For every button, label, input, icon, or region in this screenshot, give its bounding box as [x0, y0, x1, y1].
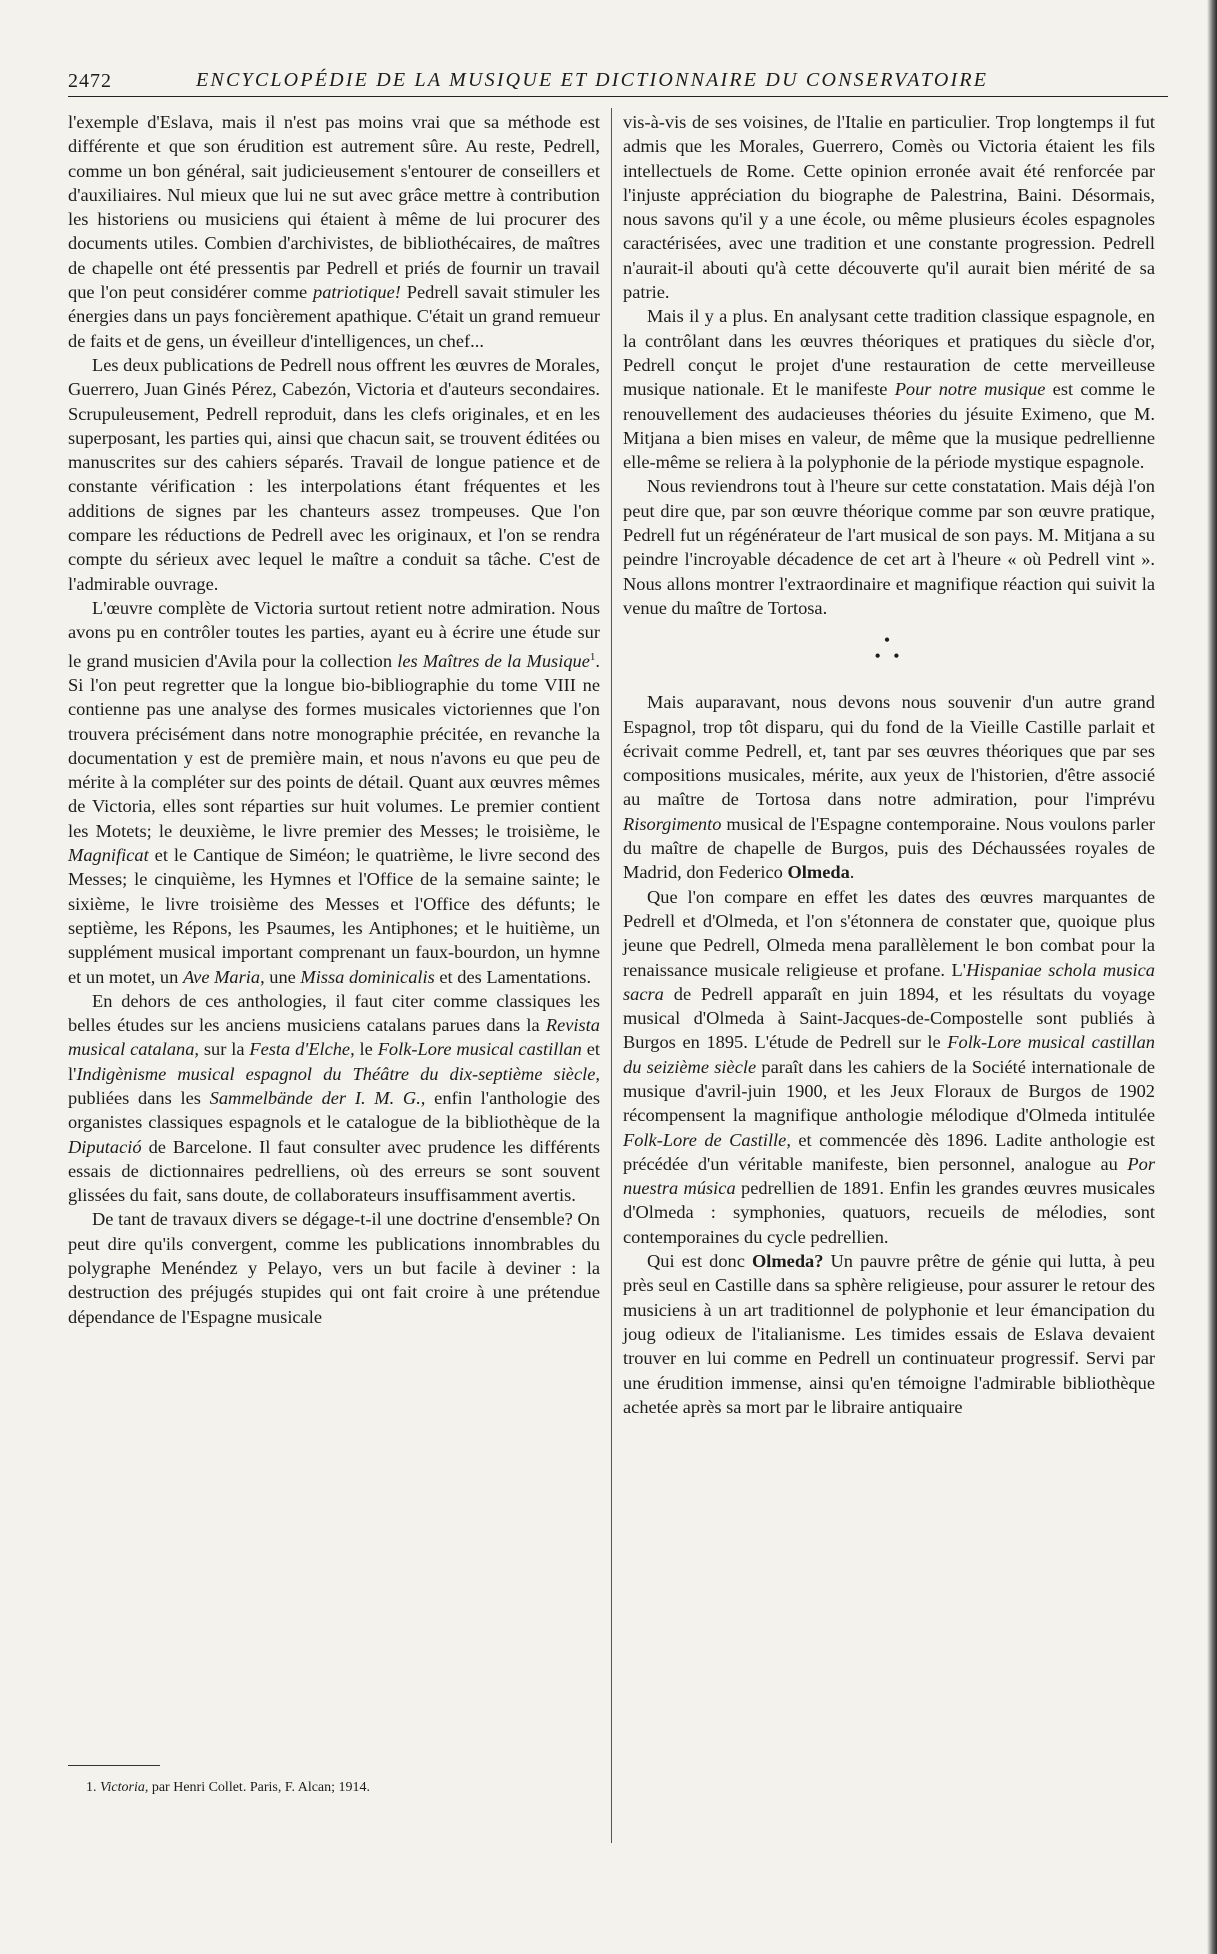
page-number: 2472	[68, 70, 112, 92]
footnote-marker: 1	[589, 650, 596, 663]
page-header	[68, 66, 1168, 97]
paragraph: Mais auparavant, nous devons nous souvenir d'un autre grand Espagnol, trop tôt disparu, qui du fond de la Vieille Castille parlait et écrivait comme Pedrell, et, tant par ses œuvres théoriques que par ses compositions musicales, mérite, aux yeux de l'historien, d'être associé au maître de Tortosa dans notre admiration, pour l'imprévu Risorgimento musical de l'Espagne contemporaine. Nous voulons parler du maître de chapelle de Burgos, puis des Déchaussées royales de Madrid, don Federico Olmeda.	[623, 692, 1155, 883]
paragraph: vis-à-vis de ses voisines, de l'Italie en particulier. Trop longtemps il fut admis que les Morales, Guerrero, Comès ou Victoria étaient les fils intellectuels de Rome. Cette opinion erronée avait été renforcée par l'injuste appréciation du biographe de Palestrina, Baini. Désormais, nous savons qu'il y a une école, ou même plusieurs écoles espagnoles caractérisées, avec une tradition et une constante progression. Pedrell n'aurait-il abouti qu'à cette découverte qu'il aurait bien mérité de sa patrie.	[623, 112, 1155, 303]
section-separator: • • •	[874, 630, 904, 667]
paragraph: Qui est donc Olmeda? Un pauvre prêtre de génie qui lutta, à peu près seul en Castille dans sa sphère religieuse, pour assurer le retour des musiciens à un art traditionnel de polyphonie et leur émancipation du joug odieux de l'italianisme. Les timides essais de Eslava devaient trouver en lui comme en Pedrell un continuateur progressif. Servi par une érudition immense, ainsi qu'en témoigne l'admirable bibliothèque achetée après sa mort par le libraire antiquaire	[623, 1251, 1156, 1417]
paragraph: l'exemple d'Eslava, mais il n'est pas moins vrai que sa méthode est différente et que son érudition est autrement sûre. Au reste, Pedrell, comme un bon général, sait judicieusement s'entourer de conseillers et d'auxiliaires. Nul mieux que lui ne sut avec grâce mettre à contribution les historiens ou musiciens qui étaient à même de lui procurer des documents utiles. Combien d'archivistes, de bibliothécaires, de maîtres de chapelle ont été pressentis par Pedrell et priés de fournir un travail que l'on peut considérer comme patriotique! Pedrell savait stimuler les énergies dans un pays foncièrement apathique. C'était un grand remueur de faits et de gens, un éveilleur d'intelligences, un chef...	[68, 112, 600, 351]
column-divider	[611, 108, 612, 1843]
running-title: ENCYCLOPÉDIE DE LA MUSIQUE ET DICTIONNAIRE DU CONSERVATOIRE	[196, 69, 989, 91]
footnote: 1. Victoria, par Henri Collet. Paris, F. Alcan; 1914.	[86, 1780, 371, 1795]
paragraph: Nous reviendrons tout à l'heure sur cette constatation. Mais déjà l'on peut dire que, par son œuvre théorique comme par son œuvre pratique, Pedrell fut un régénérateur de l'art musical de son pays. M. Mitjana a su peindre l'incroyable décadence de cet art à l'heure « où Pedrell vint ». Nous allons montrer l'extraordinaire et magnifique réaction qui suivit la venue du maître de Tortosa.	[623, 476, 1155, 618]
paragraph: De tant de travaux divers se dégage-t-il une doctrine d'ensemble? On peut dire qu'ils convergent, comme les publications innombrables du polygraphe Menéndez y Pelayo, vers un but facile à deviner : la destruction des préjugés stupides qui ont fait croire à une prétendue dépendance de l'Espagne musicale	[68, 1209, 600, 1327]
paragraph: L'œuvre complète de Victoria surtout retient notre admiration. Nous avons pu en contrôler toutes les parties, ayant eu à écrire une étude sur le grand musicien d'Avila pour la collection les Maîtres de la Musique$^1$. Si l'on peut regretter que la longue bio-bibliographie du tome VIII ne contienne pas une analyse des formes musicales victoriennes que l'on trouvera précisément dans notre monographie précitée, en revanche la documentation y est de première main, et nous n'avons eu que peu de mérite à la compléter sur des points de détail. Quant aux œuvres mêmes de Victoria, elles sont réparties sur huit volumes. Le premier contient les Motets; le deuxième, le livre premier des Messes; le troisième, le Magnificat et le Cantique de Siméon; le quatrième, le livre second des Messes; le cinquième, les Hymnes et l'Office de la semaine sainte; le sixième, le livre troisième des Messes et l'Office des défunts; le septième, les Répons, les Psaumes, les Antiphones; et le huitième, un supplément musical important comprenant un faux-bourdon, un hymne et un motet, un Ave Maria, une Missa dominicalis et des Lamentations.	[68, 597, 600, 987]
paragraph: Que l'on compare en effet les dates des œuvres marquantes de Pedrell et d'Olmeda, et l'on s'étonnera de constater que, quoique plus jeune que Pedrell, Olmeda mena parallèlement le bon combat pour la renaissance musicale religieuse et profane. L'Hispaniae schola musica sacra de Pedrell apparaît en juin 1894, et les résultats du voyage musical d'Olmeda à Saint-Jacques-de-Compostelle sont publiés à Burgos en 1895. L'étude de Pedrell sur le Folk-Lore musical castillan du seizième siècle paraît dans les cahiers de la Société internationale de musique d'avril-juin 1900, et les Jeux Floraux de Burgos de 1902 récompensent la magnifique anthologie mélodique d'Olmeda intitulée Folk-Lore de Castille, et commencée dès 1896. Ladite anthologie est précédée d'un véritable manifeste, bien personnel, analogue au Por nuestra música pedrellien de 1891. Enfin les grandes œuvres musicales d'Olmeda : symphonies, quatuors, recueils de mélodies, sont contemporaines du cycle pedrellien.	[623, 886, 1155, 1247]
right-column	[623, 110, 1155, 1419]
footnote-rule	[68, 1765, 160, 1766]
left-column	[68, 110, 600, 1329]
paragraph: Les deux publications de Pedrell nous offrent les œuvres de Morales, Guerrero, Juan Ginés Pérez, Cabezón, Victoria et d'auteurs secondaires. Scrupuleusement, Pedrell reproduit, dans les clefs originales, et en les superposant, les parties qui, ainsi que chacun sait, se trouvent éditées ou manuscrites sur des cahiers séparés. Travail de longue patience et de constante vérification : les interpolations étant fréquentes et les additions de signes par les chanteurs assez trompeuses. Que l'on compare les réductions de Pedrell avec les originaux, et l'on se rendra compte du sérieux avec lequel le maître a conduit sa tâche. C'est de l'admirable ouvrage.	[68, 354, 600, 594]
paragraph: En dehors de ces anthologies, il faut citer comme classiques les belles études sur les anciens musiciens catalans parues dans la Revista musical catalana, sur la Festa d'Elche, le Folk-Lore musical castillan et l'Indigènisme musical espagnol du Théâtre du dix-septième siècle, publiées dans les Sammelbände der I. M. G., enfin l'anthologie des organistes classiques espagnols et le catalogue de la bibliothèque de la Diputació de Barcelone. Il faut consulter avec prudence les différents essais de dictionnaires pedrelliens, où des erreurs se sont souvent glissées du fait, sans doute, de collaborateurs insuffisamment avertis.	[68, 990, 600, 1206]
paragraph: Mais il y a plus. En analysant cette tradition classique espagnole, en la contrôlant dans les œuvres théoriques et pratiques du siècle d'or, Pedrell conçut le projet d'une restauration de cette merveilleuse musique nationale. Et le manifeste Pour notre musique est comme le renouvellement des audacieuses théories du jésuite Eximeno, que M. Mitjana a bien mises en valeur, de même que la musique pedrellienne elle-même se reliera à la polyphonie de la période mystique espagnole.	[623, 306, 1155, 473]
page-edge-shadow	[1207, 0, 1217, 1954]
